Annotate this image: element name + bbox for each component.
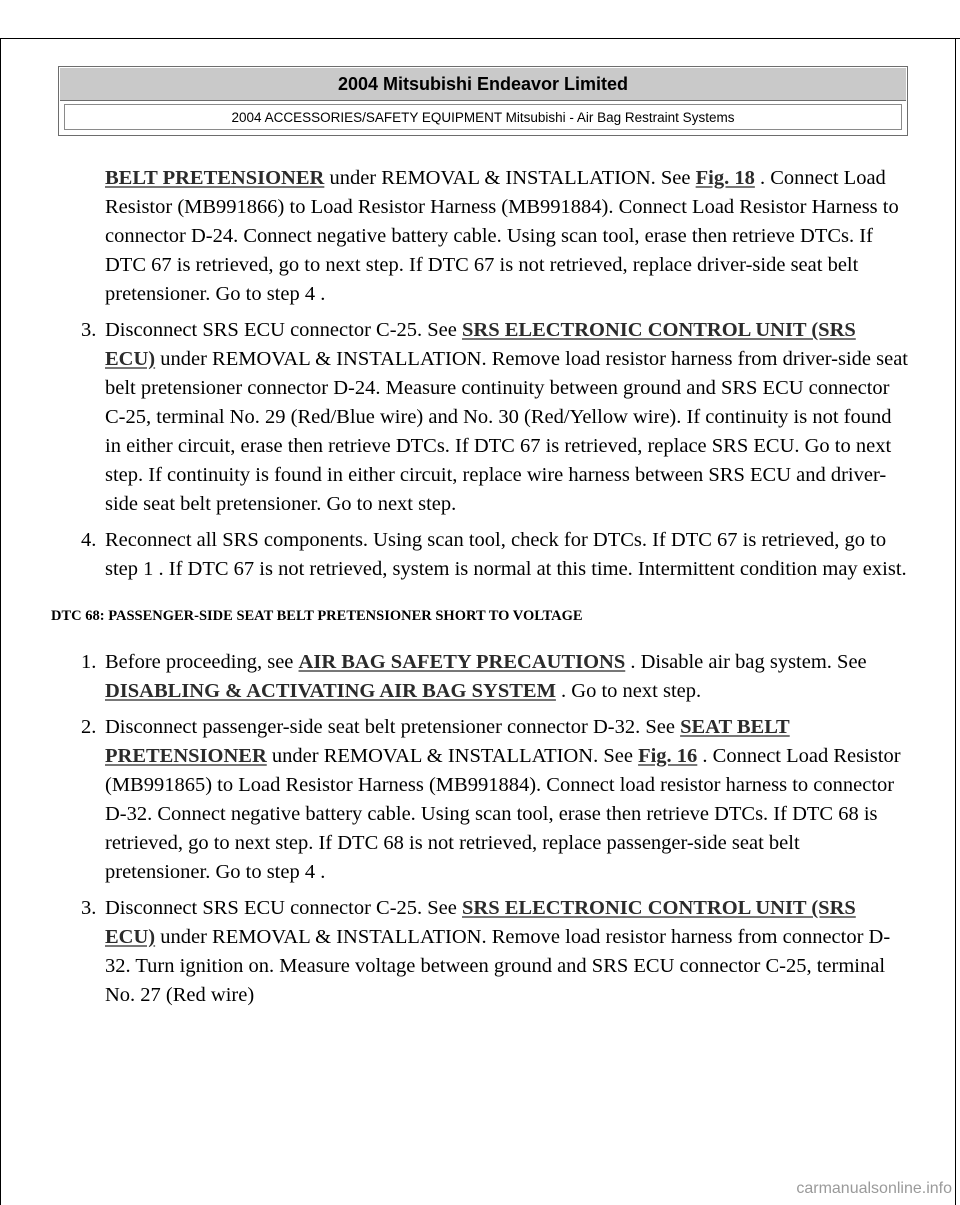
step-number: 2. — [81, 716, 97, 738]
watermark: carmanualsonline.info — [796, 1180, 952, 1197]
text: . Disable air bag system. See — [625, 651, 867, 673]
text: . Go to next step. — [555, 680, 702, 702]
document-body — [0, 164, 960, 1017]
link-seat-belt-pretensioner[interactable]: SEAT BELT PRETENSIONER — [105, 716, 790, 767]
link-air-bag-safety-precautions[interactable]: AIR BAG SAFETY PRECAUTIONS — [298, 651, 626, 673]
continued-paragraph — [0, 164, 960, 309]
text: . Connect Load Resistor (MB991865) to Load Resistor Harness (MB991884). Connect load resistor harness to connector D-32. Connect negative battery cable. Using scan tool, erase then retrieve DTCs. If DTC 68 is retrieved, go to next step. If DTC 68 is not retrieved, replace passenger-side seat belt pretensioner. Go to step 4 . — [105, 745, 901, 883]
page-frame-top — [0, 38, 960, 39]
step-item — [0, 648, 960, 706]
text: Before proceeding, see — [105, 651, 299, 673]
step-number: 3. — [81, 319, 97, 341]
link-disabling-activating-air-bag-system[interactable]: DISABLING & ACTIVATING AIR BAG SYSTEM — [105, 680, 556, 702]
link-fig-18[interactable]: Fig. 18 — [695, 167, 755, 189]
step-number: 4. — [81, 529, 97, 551]
header-title: 2004 Mitsubishi Endeavor Limited — [60, 68, 906, 101]
text: Disconnect passenger-side seat belt pretensioner connector D-32. See — [105, 716, 681, 738]
step-item — [0, 526, 960, 584]
document-header — [58, 66, 908, 136]
text: under REMOVAL & INSTALLATION. Remove load resistor harness from driver-side seat belt pretensioner connector D-24. Measure continuity between ground and SRS ECU connector C-25, terminal No. 29 (Red/Blue wire) and No. 30 (Red/Yellow wire). If continuity is not found in either circuit, erase then retrieve DTCs. If DTC 67 is retrieved, replace SRS ECU. Go to next step. If continuity is found in either circuit, replace wire harness between SRS ECU and driver-side seat belt pretensioner. Go to next step. — [105, 348, 908, 515]
link-belt-pretensioner[interactable]: BELT PRETENSIONER — [105, 167, 325, 189]
link-srs-ecu[interactable]: SRS ELECTRONIC CONTROL UNIT (SRS ECU) — [105, 319, 856, 370]
link-srs-ecu[interactable]: SRS ELECTRONIC CONTROL UNIT (SRS ECU) — [105, 897, 856, 948]
text: . Connect Load Resistor (MB991866) to Load Resistor Harness (MB991884). Connect Load Resistor Harness to connector D-24. Connect negative battery cable. Using scan tool, erase then retrieve DTCs. If DTC 67 is retrieved, go to next step. If DTC 67 is not retrieved, replace driver-side seat belt pretensioner. Go to step 4 . — [105, 167, 899, 305]
step-number: 3. — [81, 897, 97, 919]
text: under REMOVAL & INSTALLATION. See — [266, 745, 639, 767]
step-item — [0, 713, 960, 887]
header-subtitle: 2004 ACCESSORIES/SAFETY EQUIPMENT Mitsubishi - Air Bag Restraint Systems — [64, 104, 902, 130]
step-number: 1. — [81, 651, 97, 673]
step-item — [0, 316, 960, 519]
step-item — [0, 894, 960, 1010]
text: under REMOVAL & INSTALLATION. See — [324, 167, 696, 189]
link-fig-16[interactable]: Fig. 16 — [638, 745, 698, 767]
text: Disconnect SRS ECU connector C-25. See — [105, 319, 462, 341]
section-heading-dtc-68: DTC 68: PASSENGER-SIDE SEAT BELT PRETENSIONER SHORT TO VOLTAGE — [51, 608, 583, 624]
text: Reconnect all SRS components. Using scan tool, check for DTCs. If DTC 67 is retrieved, go to step 1 . If DTC 67 is not retrieved, system is normal at this time. Intermittent condition may exist. — [105, 529, 907, 580]
text: Disconnect SRS ECU connector C-25. See — [105, 897, 462, 919]
text: under REMOVAL & INSTALLATION. Remove load resistor harness from connector D-32. Turn ignition on. Measure voltage between ground and SRS ECU connector C-25, terminal No. 27 (Red wire) — [105, 926, 891, 1006]
